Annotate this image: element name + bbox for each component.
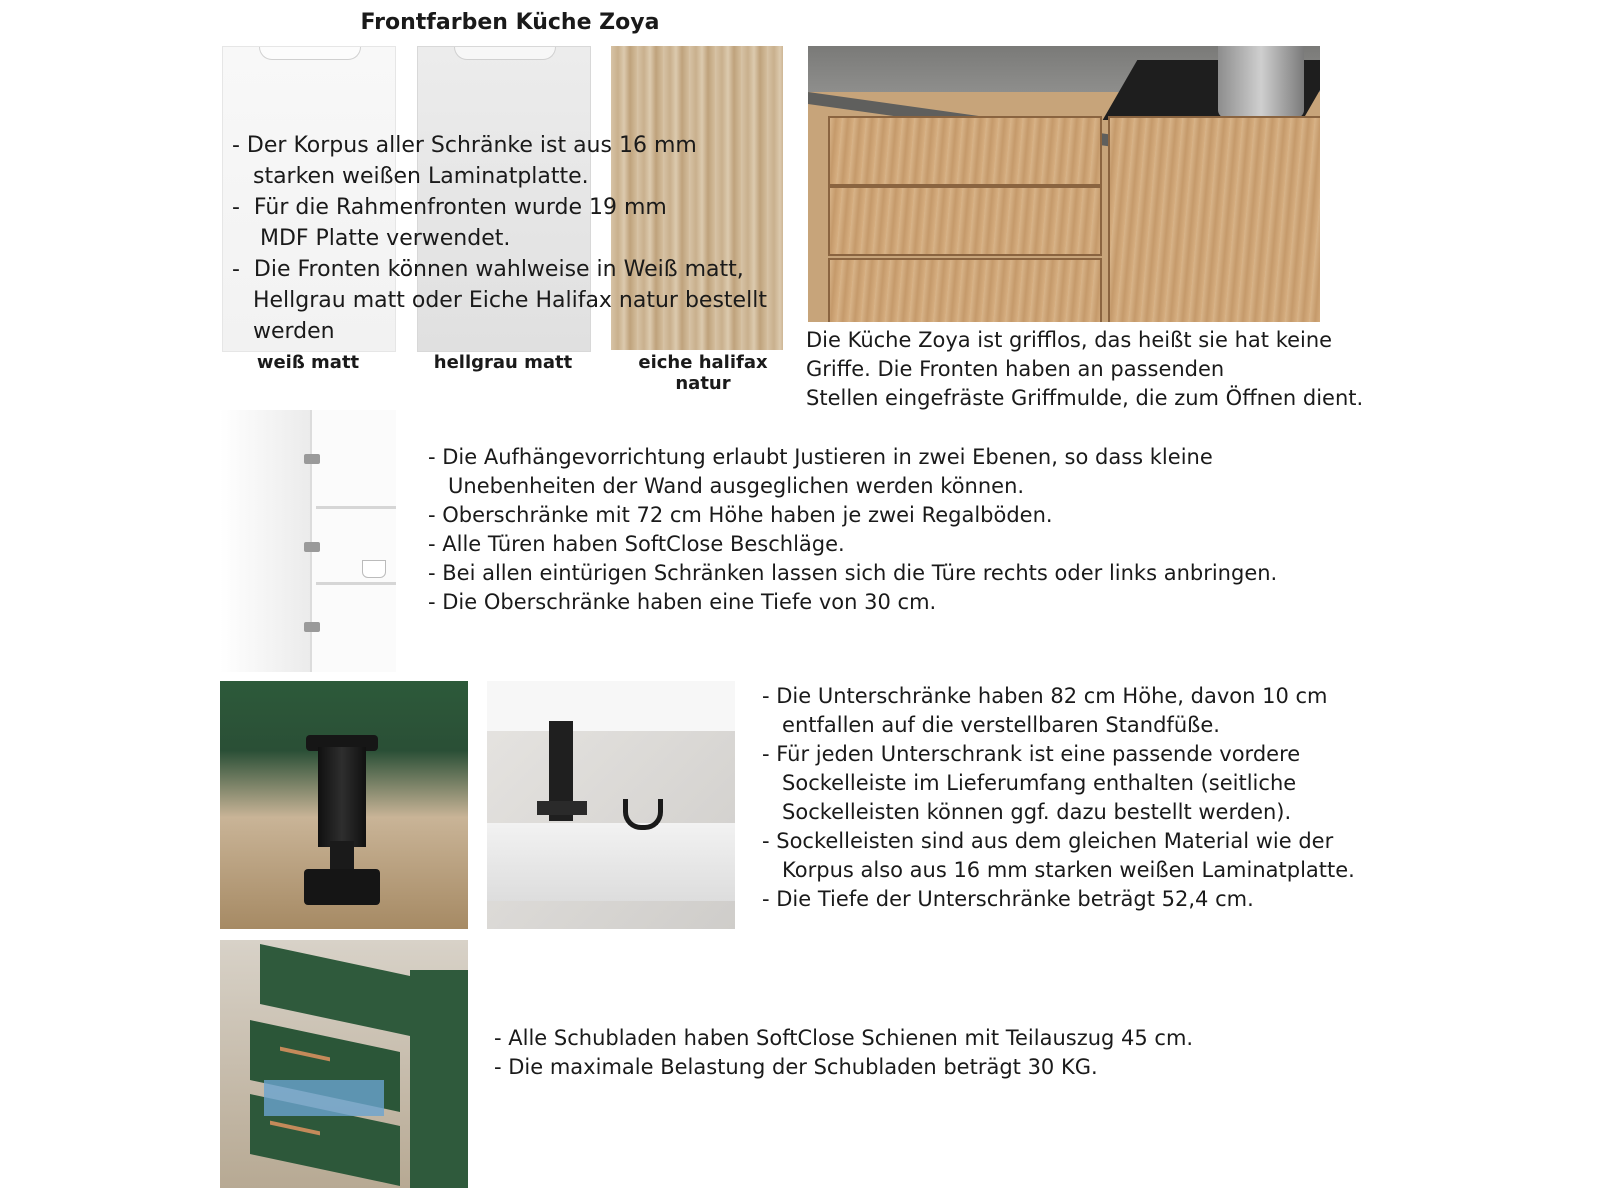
page-title: Frontfarben Küche Zoya: [360, 10, 660, 35]
swatch-label-eiche: eiche halifax natur: [638, 352, 768, 394]
drawers-text: - Alle Schubladen haben SoftClose Schienen mit Teilauszug 45 cm. - Die maximale Belastung der Schubladen beträgt 30 KG.: [494, 1026, 1194, 1079]
swatch-label-weiss: weiß matt: [256, 352, 360, 373]
kitchen-front-photo: [808, 46, 1320, 322]
kitchen-description: Die Küche Zoya ist grifflos, das heißt sie hat keine Griffe. Die Fronten haben an passenden Stellen eingefräste Griffmulde, die zum Öffnen dient.: [806, 328, 1364, 410]
material-info-text: - Der Korpus aller Schränke ist aus 16 mm starken weißen Laminatplatte. - Für die Rahmenfronten wurde 19 mm MDF Platte verwendet. - Die Fronten können wahlweise in Weiß matt, Hellgrau matt oder Eiche Halifax natur bestellt werden: [232, 133, 767, 344]
drawers-photo: [220, 940, 468, 1188]
upper-cabinets-text: - Die Aufhängevorrichtung erlaubt Justieren in zwei Ebenen, so dass kleine Unebenheiten der Wand ausgeglichen werden können. - Oberschränke mit 72 cm Höhe haben je zwei Regalböden. - Alle Türen haben SoftClose Beschläge. - Bei allen eintürigen Schränken lassen sich die Türe rechts oder links anbringen. - Die Oberschränke haben eine Tiefe von 30 cm.: [428, 445, 1278, 614]
upper-cabinet-photo: [220, 410, 396, 672]
adjustable-foot-photo: [220, 681, 468, 929]
swatch-label-hellgrau: hellgrau matt: [433, 352, 573, 373]
plinth-clip-photo: [487, 681, 735, 929]
lower-cabinets-text: - Die Unterschränke haben 82 cm Höhe, davon 10 cm entfallen auf die verstellbaren Standfüße. - Für jeden Unterschrank ist eine passende vordere Sockelleiste im Lieferumfang enthalten (seitliche Sockelleisten können ggf. dazu bestellt werden). - Sockelleisten sind aus dem gleichen Material wie der Korpus also aus 16 mm starken weißen Laminatplatte. - Die Tiefe der Unterschränke beträgt 52,4 cm.: [762, 684, 1355, 911]
